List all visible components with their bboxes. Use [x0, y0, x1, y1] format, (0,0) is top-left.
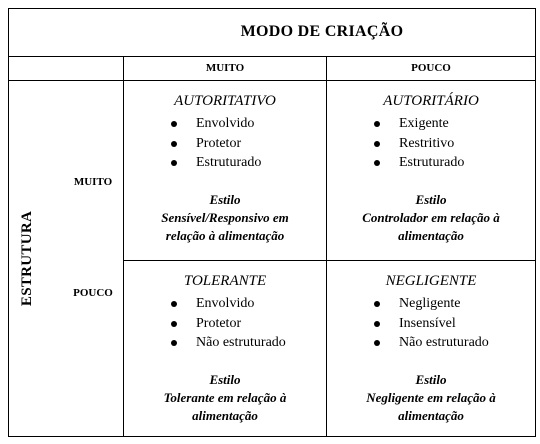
bullet-icon: [171, 321, 177, 327]
style-block: [124, 191, 326, 245]
bullet-icon: [171, 121, 177, 127]
table-title: MODO DE CRIAÇÃO: [240, 23, 404, 40]
row-header-muito: MUITO: [73, 176, 113, 188]
trait-text: Não estruturado: [399, 335, 489, 350]
trait-text: Exigente: [399, 116, 449, 131]
trait-item: [169, 333, 326, 353]
trait-item: [372, 314, 535, 334]
bullet-icon: [171, 160, 177, 166]
trait-item: [372, 294, 535, 314]
style-block: [124, 371, 326, 425]
trait-item: [169, 114, 326, 134]
trait-text: Estruturado: [399, 155, 465, 170]
style-label: Estilo: [209, 371, 241, 387]
trait-text: Restritivo: [399, 135, 455, 151]
style-label: Estilo: [209, 191, 241, 207]
trait-text: Estruturado: [196, 155, 262, 170]
column-header-muito: MUITO: [205, 62, 245, 74]
style-line-1: Negligente em relação à: [366, 389, 496, 405]
trait-list: [372, 294, 535, 353]
border-bottom: [8, 436, 536, 437]
bullet-icon: [171, 301, 177, 307]
border-right: [535, 8, 536, 437]
row-header-pouco: POUCO: [73, 287, 113, 299]
style-line-2: alimentação: [192, 407, 258, 423]
style-block: [327, 191, 535, 245]
cell-negligente: [327, 261, 535, 436]
style-label: Estilo: [415, 191, 447, 207]
trait-item: [372, 134, 535, 154]
style-label: Estilo: [415, 371, 447, 387]
cell-tolerante: [124, 261, 326, 436]
side-label-text: ESTRUTURA: [19, 210, 36, 306]
cell-autoritario: [327, 81, 535, 260]
side-label: [8, 80, 48, 436]
trait-item: [169, 314, 326, 334]
trait-list: [169, 114, 326, 173]
style-line-1: Controlador em relação à: [362, 209, 500, 225]
trait-text: Protetor: [196, 315, 242, 331]
style-line-2: alimentação: [398, 227, 464, 243]
bullet-icon: [374, 160, 380, 166]
style-line-1: Tolerante em relação à: [163, 389, 287, 405]
trait-item: [169, 294, 326, 314]
bullet-icon: [374, 301, 380, 307]
column-header-pouco: POUCO: [411, 62, 451, 74]
trait-item: [169, 153, 326, 173]
bullet-icon: [374, 321, 380, 327]
bullet-icon: [374, 340, 380, 346]
cell-type: AUTORITÁRIO: [383, 93, 479, 109]
cell-type: NEGLIGENTE: [385, 273, 477, 289]
trait-item: [372, 333, 535, 353]
cell-autoritativo: [124, 81, 326, 260]
trait-list: [372, 114, 535, 173]
bullet-icon: [171, 340, 177, 346]
cell-type: AUTORITATIVO: [174, 93, 276, 109]
trait-text: Não estruturado: [196, 335, 286, 350]
cell-type: TOLERANTE: [183, 273, 267, 289]
bullet-icon: [374, 141, 380, 147]
trait-item: [169, 134, 326, 154]
trait-text: Envolvido: [196, 116, 255, 131]
style-line-1: Sensível/Responsivo em: [161, 209, 289, 225]
trait-text: Negligente: [399, 296, 461, 311]
bullet-icon: [374, 121, 380, 127]
bullet-icon: [171, 141, 177, 147]
trait-text: Envolvido: [196, 296, 255, 311]
trait-item: [372, 153, 535, 173]
trait-text: Protetor: [196, 135, 242, 151]
trait-list: [169, 294, 326, 353]
trait-text: Insensível: [399, 315, 456, 331]
trait-item: [372, 114, 535, 134]
style-line-2: relação à alimentação: [165, 227, 285, 243]
style-block: [327, 371, 535, 425]
style-line-2: alimentação: [398, 407, 464, 423]
